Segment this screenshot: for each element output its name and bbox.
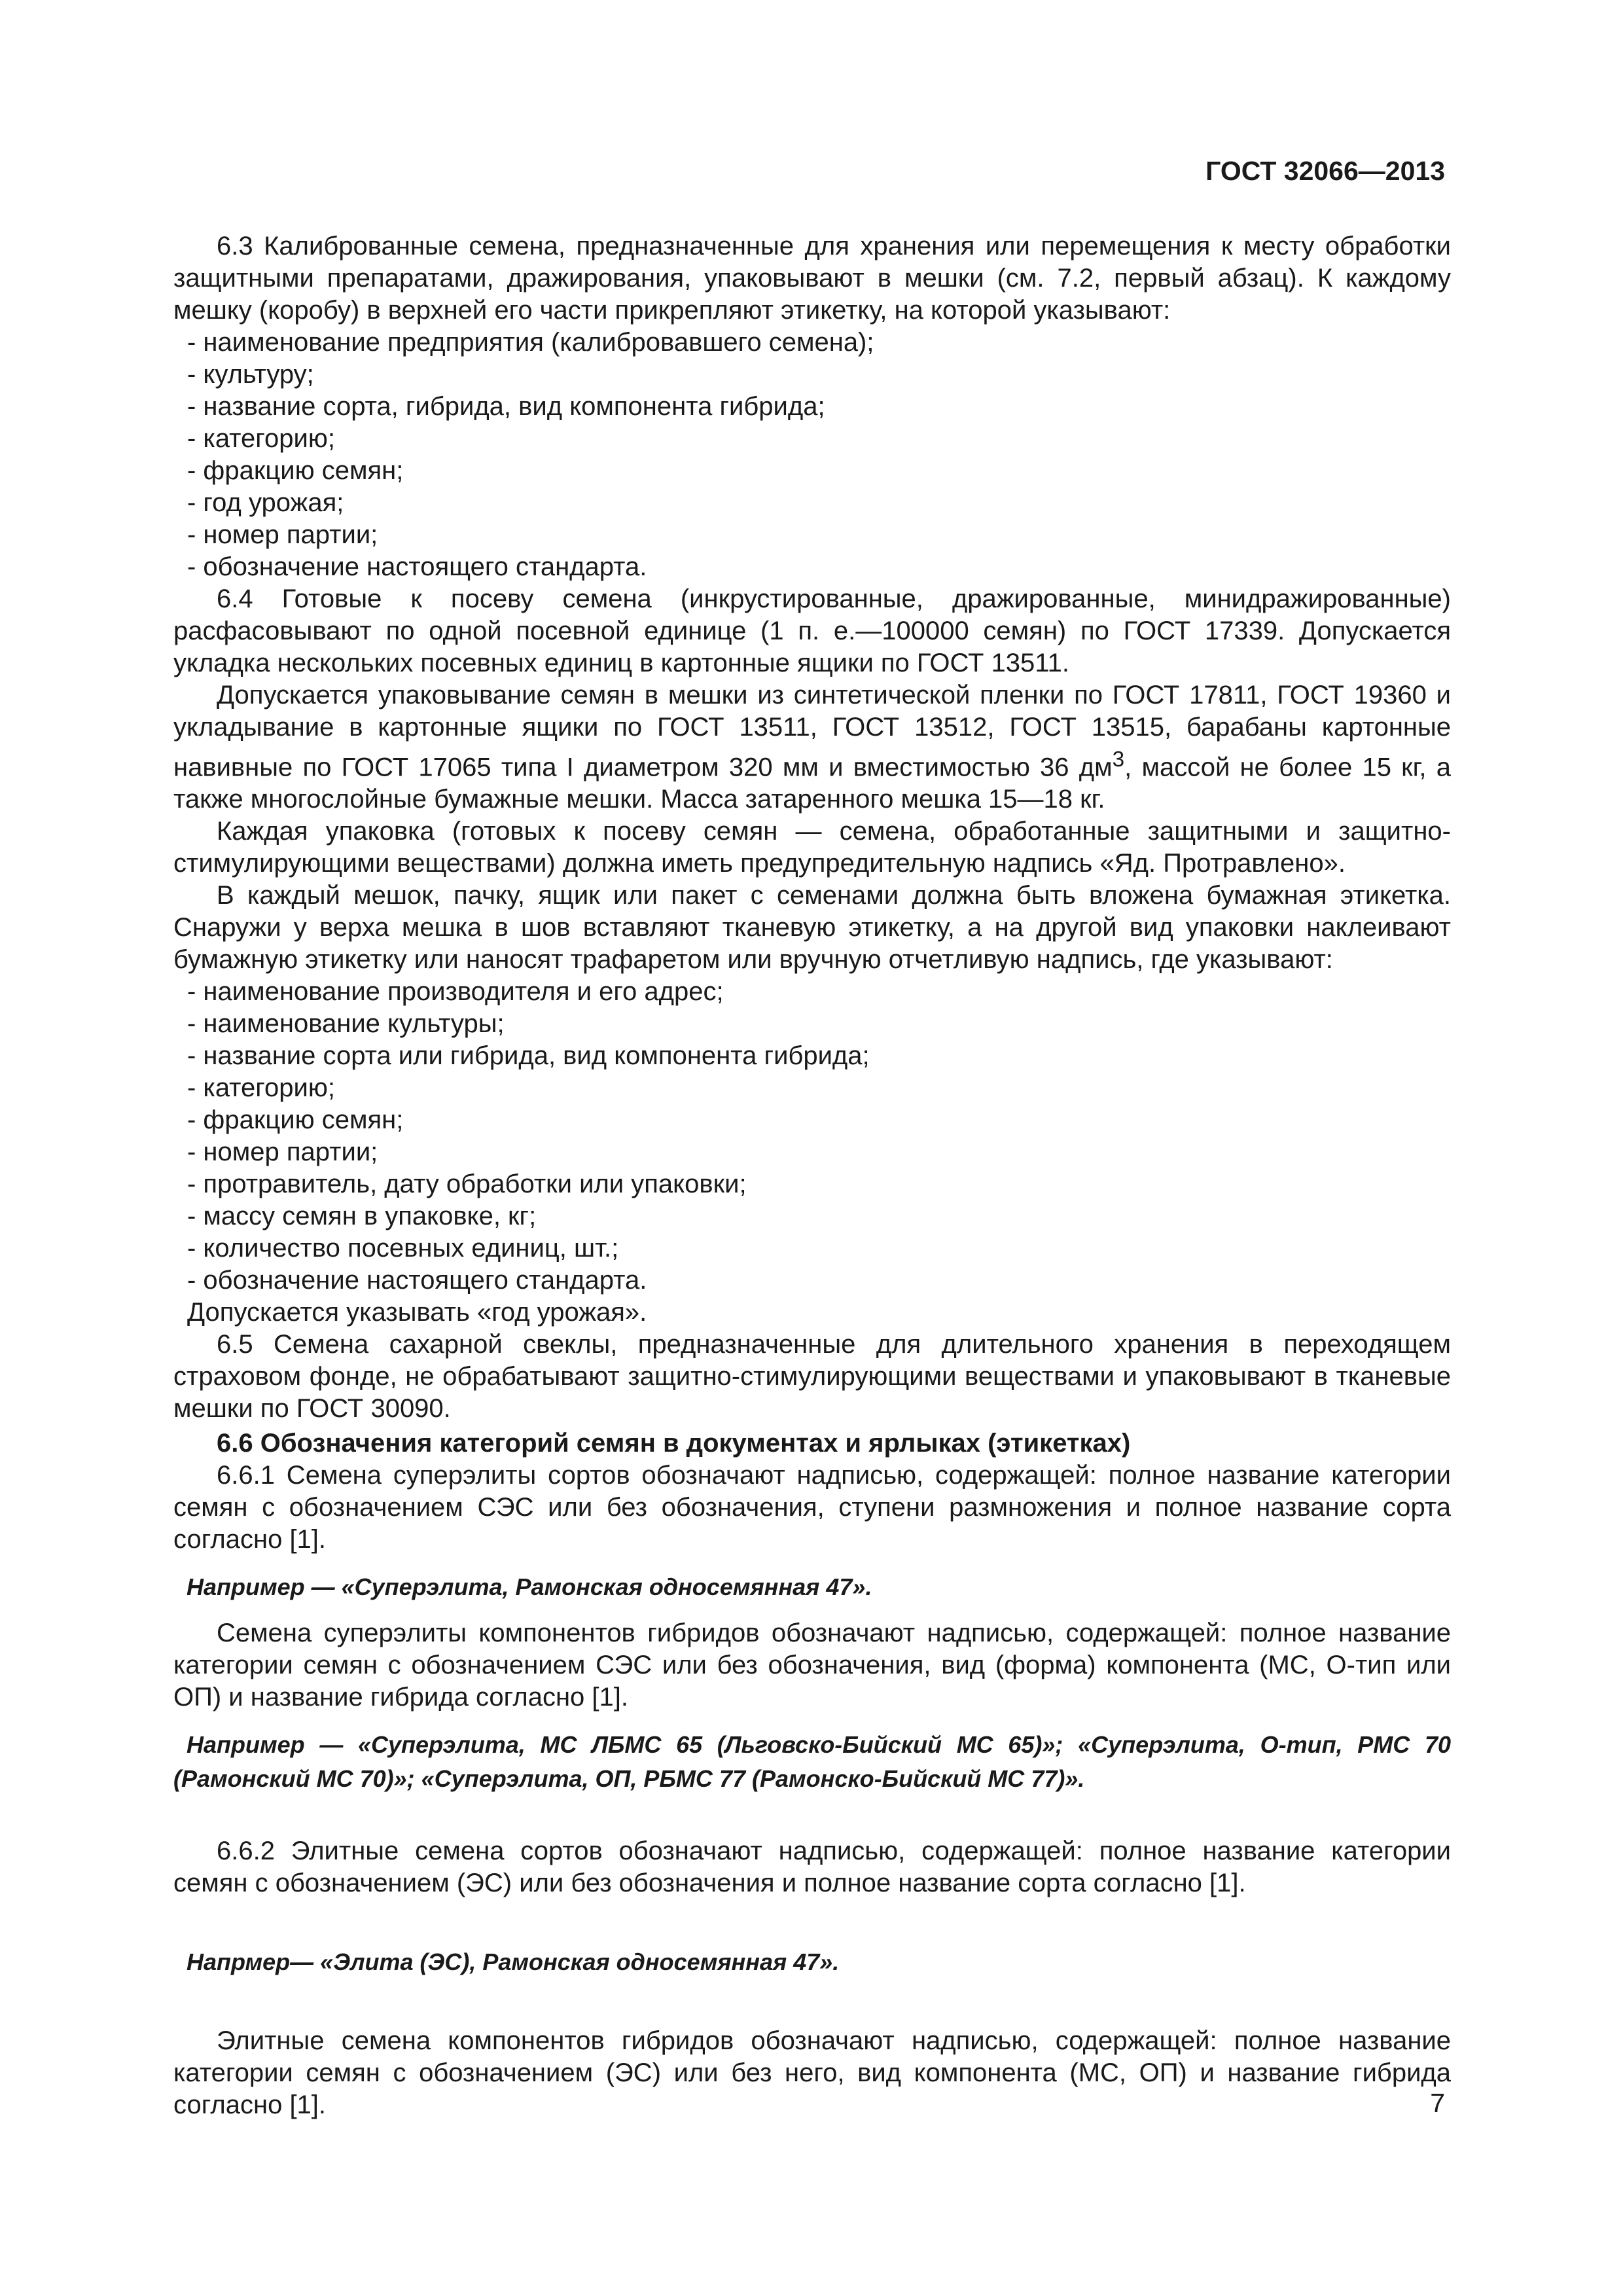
- section-6-4-list: [173, 976, 1451, 1297]
- list-item: - обозначение настоящего стандарта.: [187, 552, 647, 581]
- list-item: - фракцию семян;: [187, 1105, 404, 1135]
- hybrid-superelite-paragraph: Семена суперэлиты компонентов гибридов обозначают надписью, содержащей: полное название категории семян с обозначением СЭС или без обозначения, вид (форма) компонента (МС, О-тип или ОП) и название гибрида согласно [1].: [173, 1619, 1451, 1712]
- list-item: - наименование предприятия (калибровавшего семена);: [187, 328, 874, 357]
- packaging-paragraph: [173, 679, 1451, 816]
- volume-superscript: 3: [1112, 747, 1125, 772]
- list-item: - количество посевных единиц, шт.;: [187, 1234, 619, 1263]
- example-3: Напрмер— «Элита (ЭС), Рамонская односемянная 47».: [187, 1948, 840, 1976]
- list-item: - наименование культуры;: [187, 1009, 505, 1039]
- section-6-3-paragraph: 6.3 Калиброванные семена, предназначенные для хранения или перемещения к месту обработки защитными препаратами, дражирования, упаковывают в мешки (см. 7.2, первый абзац). К каждому мешку (коробу) в верхней его части прикрепляют этикетку, на которой указывают:: [173, 232, 1451, 325]
- list-item: - наименование производителя и его адрес;: [187, 977, 724, 1007]
- page-number: 7: [1430, 2088, 1445, 2118]
- example-2: Например — «Суперэлита, МС ЛБМС 65 (Льговско-Бийский МС 65)»; «Суперэлита, О-тип, РМС 70 (Рамонский МС 70)»; «Суперэлита, ОП, РБМС 77 (Рамонско-Бийский МС 77)».: [173, 1731, 1451, 1793]
- section-6-6-heading: 6.6 Обозначения категорий семян в документах и ярлыках (этикетках): [217, 1429, 1131, 1458]
- list-item: - год урожая;: [187, 488, 344, 517]
- section-6-6-2-paragraph: 6.6.2 Элитные семена сортов обозначают надписью, содержащей: полное название категории семян с обозначением (ЭС) или без обозначения и полное название сорта согласно [1].: [173, 1837, 1451, 1898]
- section-6-6-1-paragraph: 6.6.1 Семена суперэлиты сортов обозначают надписью, содержащей: полное название категории семян с обозначением СЭС или без обозначения, ступени размножения и полное название сорта согласно [1].: [173, 1461, 1451, 1554]
- list-item: - номер партии;: [187, 1138, 378, 1167]
- list-item: - категорию;: [187, 1073, 335, 1103]
- example-1: Например — «Суперэлита, Рамонская односемянная 47».: [187, 1573, 872, 1601]
- list-item: - фракцию семян;: [187, 456, 404, 485]
- warning-paragraph: Каждая упаковка (готовых к посеву семян — семена, обработанные защитными и защитно-стимулирующими веществами) должна иметь предупредительную надпись «Яд. Протравлено».: [173, 817, 1451, 878]
- hybrid-elite-paragraph: Элитные семена компонентов гибридов обозначают надписью, содержащей: полное название категории семян с обозначением (ЭС) или без него, вид компонента (МС, ОП) и название гибрида согласно [1].: [173, 2026, 1451, 2120]
- section-6-4-paragraph: 6.4 Готовые к посеву семена (инкрустированные, дражированные, минидражированные) расфасовывают по одной посевной единице (1 п. е.—100000 семян) по ГОСТ 17339. Допускается укладка нескольких посевных единиц в картонные ящики по ГОСТ 13511.: [173, 584, 1451, 677]
- list-item: - протравитель, дату обработки или упаковки;: [187, 1170, 747, 1199]
- packaging-text: Допускается упаковывание семян в мешки из синтетической пленки по ГОСТ 17811, ГОСТ 19360 и укладывание в картонные ящики по ГОСТ 13511, ГОСТ 13512, ГОСТ 13515, барабаны картонные навивные по ГОСТ 17065 типа I диаметром 320 мм и вместимостью 36 дм: [173, 681, 1451, 782]
- list-item: - массу семян в упаковке, кг;: [187, 1202, 537, 1231]
- list-item: - название сорта, гибрида, вид компонента гибрида;: [187, 392, 825, 421]
- list-item: - обозначение настоящего стандарта.: [187, 1266, 647, 1295]
- list-item: - номер партии;: [187, 520, 378, 549]
- page-content: [173, 230, 1451, 2121]
- label-paragraph: В каждый мешок, пачку, ящик или пакет с семенами должна быть вложена бумажная этикетка. Снаружи у верха мешка в шов вставляют тканевую этикетку, а на другой вид упаковки наклеивают бумажную этикетку или наносят трафаретом или вручную отчетливую надпись, где указывают:: [173, 881, 1451, 975]
- list-item: - название сорта или гибрида, вид компонента гибрида;: [187, 1041, 870, 1071]
- document-header: ГОСТ 32066—2013: [1205, 156, 1445, 186]
- list-item: - культуру;: [187, 360, 314, 389]
- section-6-5-paragraph: 6.5 Семена сахарной свеклы, предназначенные для длительного хранения в переходящем страховом фонде, не обрабатывают защитно-стимулирующими веществами и упаковывают в тканевые мешки по ГОСТ 30090.: [173, 1330, 1451, 1424]
- list-item: - категорию;: [187, 424, 335, 453]
- harvest-year-note: Допускается указывать «год урожая».: [187, 1298, 647, 1327]
- section-6-3-list: [173, 327, 1451, 583]
- packaging-text-cont: , массой не более 15 кг, а также многослойные бумажные мешки. Масса затаренного мешка 15—18 кг.: [173, 753, 1451, 814]
